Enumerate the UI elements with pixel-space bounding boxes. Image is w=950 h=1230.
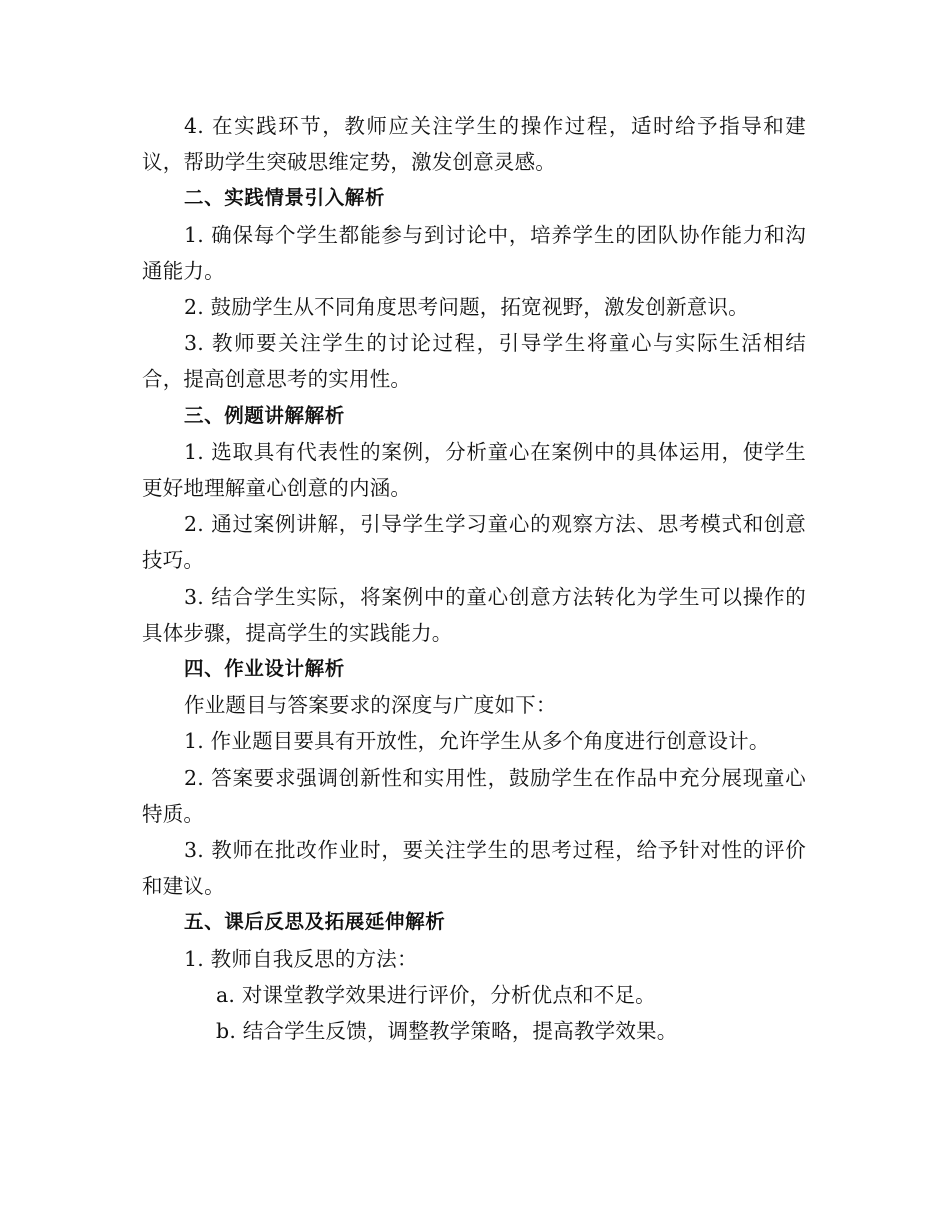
paragraph: 3. 教师在批改作业时，要关注学生的思考过程，给予针对性的评价和建议。 [142, 838, 806, 899]
paragraph: 1. 作业题目要具有开放性，允许学生从多个角度进行创意设计。 [184, 729, 770, 754]
paragraph: 1. 确保每个学生都能参与到讨论中，培养学生的团队协作能力和沟通能力。 [142, 222, 806, 283]
paragraph: 3. 教师要关注学生的讨论过程，引导学生将童心与实际生活相结合，提高创意思考的实用性。 [142, 331, 806, 392]
sub-list-item: b. 结合学生反馈，调整教学策略，提高教学效果。 [216, 1019, 678, 1044]
sub-list-item: a. 对课堂教学效果进行评价，分析优点和不足。 [216, 982, 656, 1007]
paragraph: 作业题目与答案要求的深度与广度如下： [184, 693, 557, 718]
paragraph: 1. 选取具有代表性的案例，分析童心在案例中的具体运用，使学生更好地理解童心创意的内涵。 [142, 439, 806, 501]
document-page [142, 108, 806, 1049]
paragraph: 3. 结合学生实际，将案例中的童心创意方法转化为学生可以操作的具体步骤，提高学生的实践能力。 [142, 584, 806, 645]
paragraph: 1. 教师自我反思的方法： [184, 946, 418, 971]
section-heading: 二、实践情景引入解析 [184, 186, 386, 210]
paragraph: 2. 答案要求强调创新性和实用性，鼓励学生在作品中充分展现童心特质。 [142, 765, 806, 826]
paragraph: 4. 在实践环节，教师应关注学生的操作过程，适时给予指导和建议，帮助学生突破思维定势，激发创意灵感。 [142, 114, 806, 175]
section-heading: 四、作业设计解析 [184, 657, 345, 681]
section-heading: 五、课后反思及拓展延伸解析 [184, 910, 446, 934]
paragraph: 2. 鼓励学生从不同角度思考问题，拓宽视野，激发创新意识。 [184, 295, 749, 320]
paragraph: 2. 通过案例讲解，引导学生学习童心的观察方法、思考模式和创意技巧。 [142, 512, 806, 573]
section-heading: 三、例题讲解解析 [184, 403, 345, 427]
